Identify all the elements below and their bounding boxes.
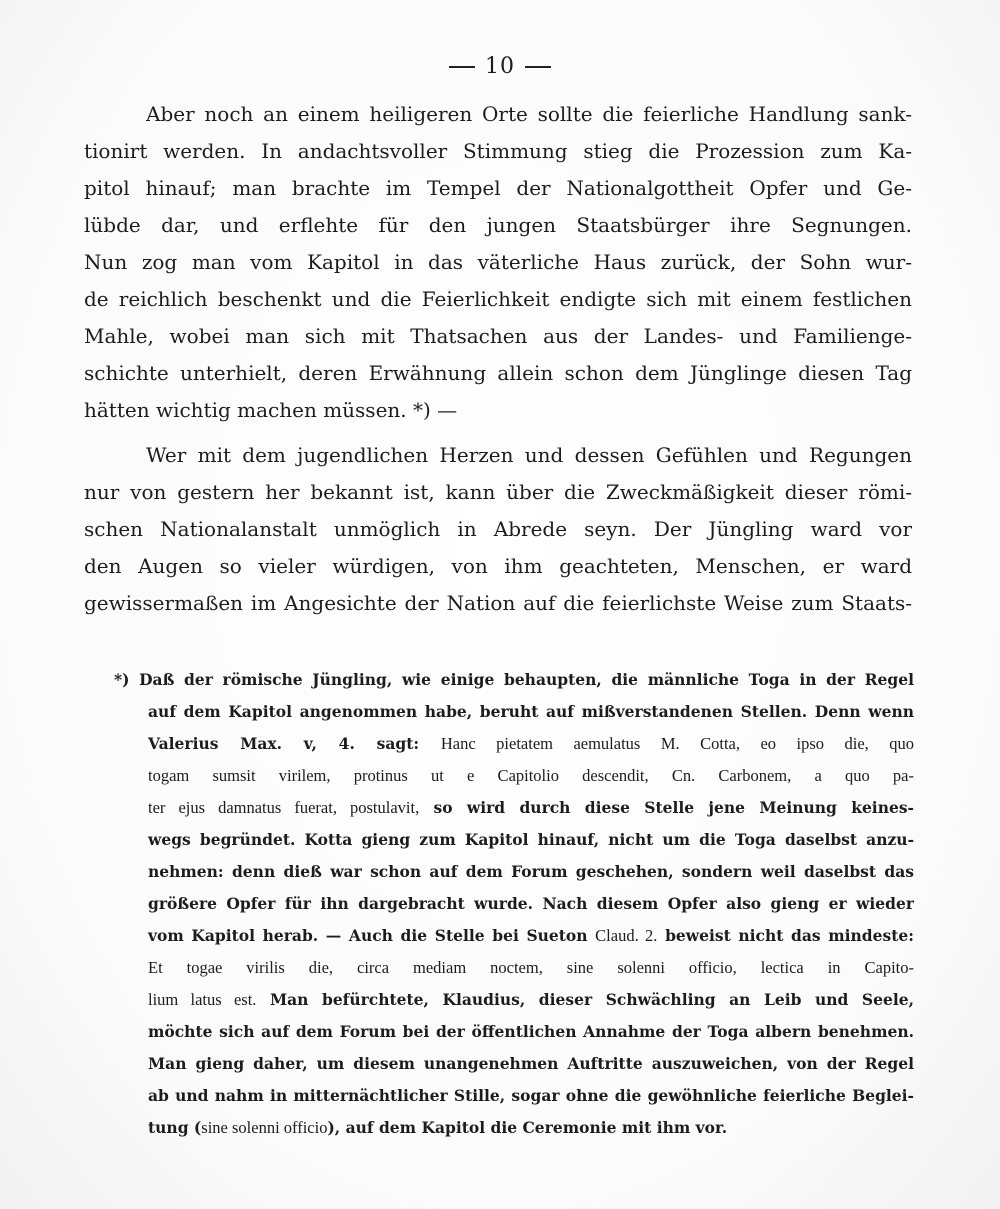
text-line: den Augen so vieler würdigen, von ihm geachteten, Menschen, er ward [84, 554, 912, 578]
footnote-line: auf dem Kapitol angenommen habe, beruht auf mißverstandenen Stellen. Denn wenn [148, 702, 914, 721]
page-header [0, 54, 1000, 79]
header-dash-right [525, 66, 551, 68]
footnote-line: vom Kapitol herab. — Auch die Stelle bei Sueton Claud. 2. beweist nicht das mindeste: [148, 926, 914, 945]
text-line: de reichlich beschenkt und die Feierlichkeit endigte sich mit einem festlichen [84, 287, 912, 311]
footnote-line: möchte sich auf dem Forum bei der öffentlichen Annahme der Toga albern benehmen. [148, 1022, 914, 1041]
text-line: Mahle, wobei man sich mit Thatsachen aus der Landes- und Familienge- [84, 324, 912, 348]
footnote-line: ter ejus damnatus fuerat, postulavit, so wird durch diese Stelle jene Meinung keines- [148, 798, 914, 817]
text-line: hätten wichtig machen müssen. *) — [84, 398, 458, 422]
text-line: Nun zog man vom Kapitol in das väterliche Haus zurück, der Sohn wur- [84, 250, 912, 274]
footnote-line: Man gieng daher, um diesem unangenehmen Auftritte auszuweichen, von der Regel [148, 1054, 914, 1073]
footnote-line: togam sumsit virilem, protinus ut e Capitolio descendit, Cn. Carbonem, a quo pa- [148, 766, 914, 785]
footnote-line: lium latus est. Man befürchtete, Klaudius, dieser Schwächling an Leib und Seele, [148, 990, 914, 1009]
footnote-line: *) Daß der römische Jüngling, wie einige behaupten, die männliche Toga in der Regel [114, 670, 914, 689]
header-dash-left [449, 66, 475, 68]
text-line: pitol hinauf; man brachte im Tempel der Nationalgottheit Opfer und Ge- [84, 176, 912, 200]
footnote-line: nehmen: denn dieß war schon auf dem Forum geschehen, sondern weil daselbst das [148, 862, 914, 881]
text-line: nur von gestern her bekannt ist, kann über die Zweckmäßigkeit dieser römi- [84, 480, 912, 504]
footnote-line: Et togae virilis die, circa mediam noctem, sine solenni officio, lectica in Capito- [148, 958, 914, 977]
text-line: schichte unterhielt, deren Erwähnung allein schon dem Jünglinge diesen Tag [84, 361, 912, 385]
footnote [114, 664, 914, 1144]
text-line: Wer mit dem jugendlichen Herzen und dessen Gefühlen und Regungen [146, 443, 912, 467]
footnote-line: Valerius Max. v, 4. sagt: Hanc pietatem aemulatus M. Cotta, eo ipso die, quo [148, 734, 914, 753]
text-line: gewissermaßen im Angesichte der Nation auf die feierlichste Weise zum Staats- [84, 591, 912, 615]
text-line: lübde dar, und erflehte für den jungen Staatsbürger ihre Segnungen. [84, 213, 912, 237]
text-line: tionirt werden. In andachtsvoller Stimmung stieg die Prozession zum Ka- [84, 139, 912, 163]
page-number: 10 [485, 54, 515, 79]
footnote-line: tung (sine solenni officio), auf dem Kapitol die Ceremonie mit ihm vor. [148, 1118, 728, 1137]
text-line: Aber noch an einem heiligeren Orte sollte die feierliche Handlung sank- [146, 102, 912, 126]
text-line: schen Nationalanstalt unmöglich in Abrede seyn. Der Jüngling ward vor [84, 517, 912, 541]
footnote-line: größere Opfer für ihn dargebracht wurde. Nach diesem Opfer also gieng er wieder [148, 894, 914, 913]
footnote-line: wegs begründet. Kotta gieng zum Kapitol hinauf, nicht um die Toga daselbst anzu- [148, 830, 914, 849]
footnote-line: ab und nahm in mitternächtlicher Stille, sogar ohne die gewöhnliche feierliche Beglei- [148, 1086, 914, 1105]
main-text [84, 96, 912, 622]
